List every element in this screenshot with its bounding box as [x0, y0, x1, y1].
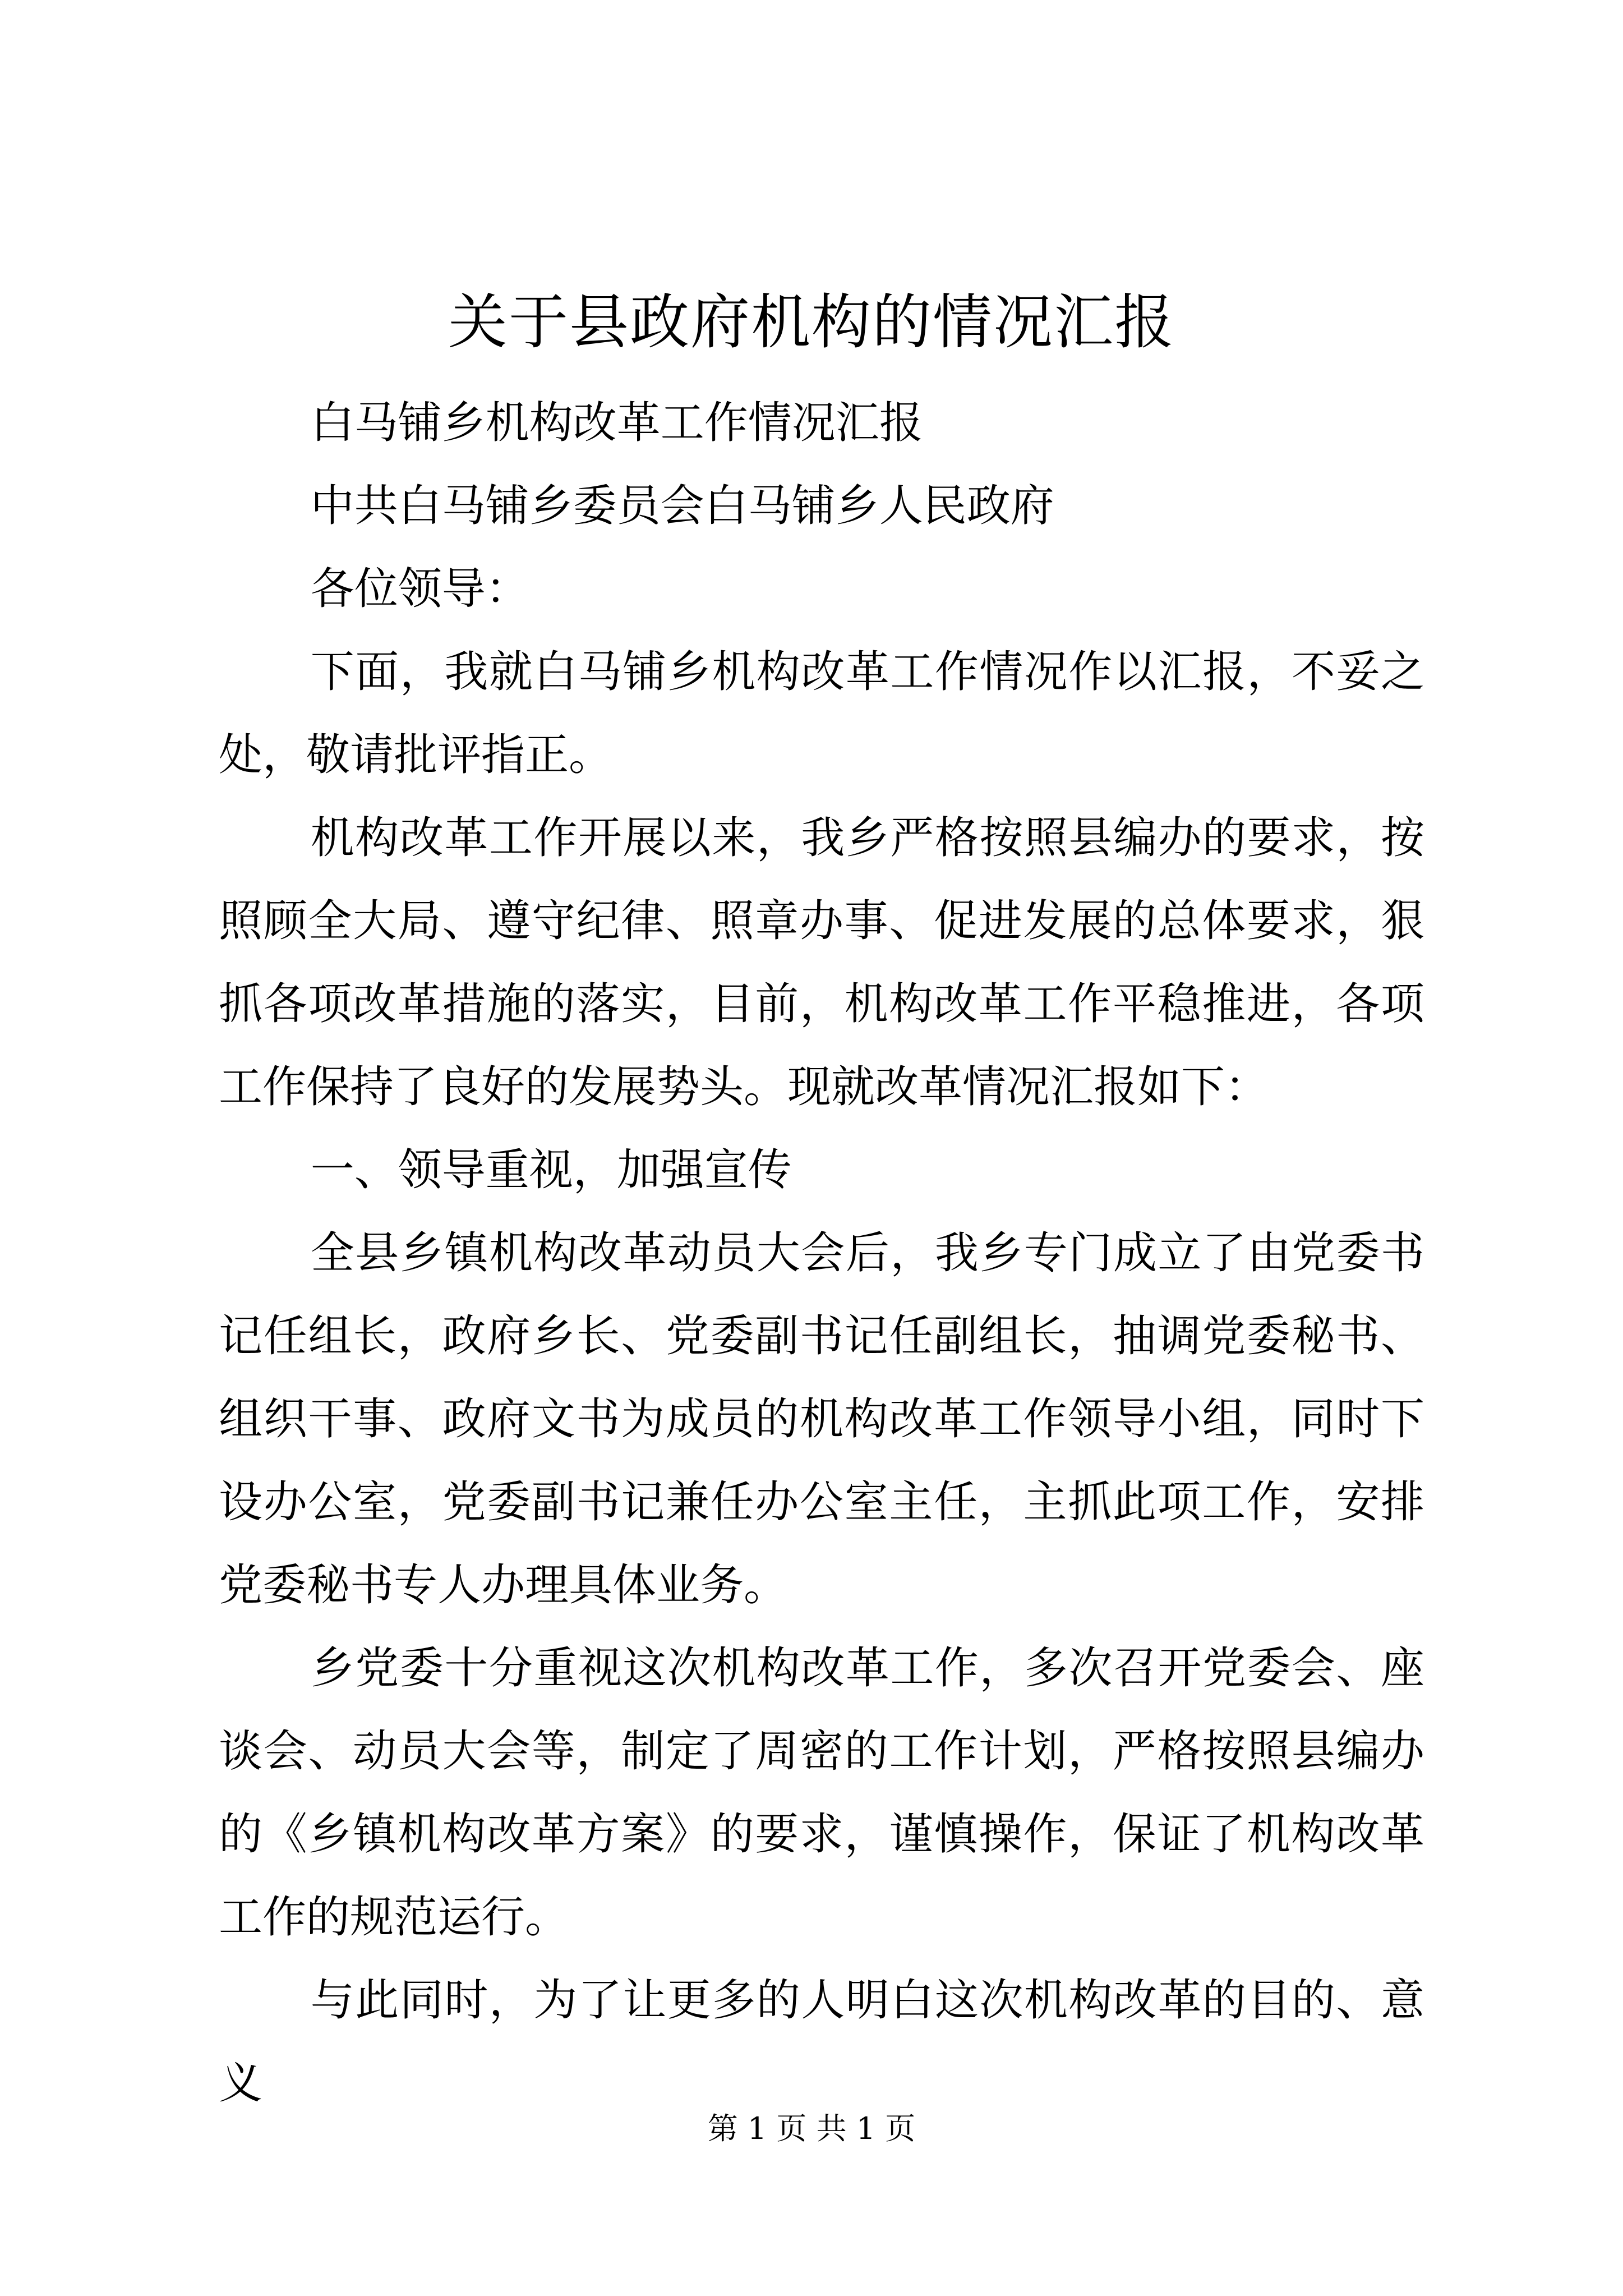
paragraph-overview: 机构改革工作开展以来，我乡严格按照县编办的要求，按照顾全大局、遵守纪律、照章办事、促进发展的总体要求，狠抓各项改革措施的落实，目前，机构改革工作平稳推进，各项工作保持了良好的发展势头。现就改革情况汇报如下： — [219, 813, 1424, 1112]
section-heading-1: 一、领导重视，加强宣传 — [310, 1145, 792, 1195]
paragraph-intro: 下面，我就白马铺乡机构改革工作情况作以汇报，不妥之处，敬请批评指正。 — [219, 647, 1424, 780]
paragraph-leadership: 全县乡镇机构改革动员大会后，我乡专门成立了由党委书记任组长，政府乡长、党委副书记任副组长，抽调党委秘书、组织干事、政府文书为成员的机构改革工作领导小组，同时下设办公室，党委副书记兼任办公室主任，主抓此项工作，安排党委秘书专人办理具体业务。 — [219, 1228, 1424, 1611]
paragraph-subtitle: 白马铺乡机构改革工作情况汇报 — [310, 398, 923, 448]
paragraph-party-committee: 乡党委十分重视这次机构改革工作，多次召开党委会、座谈会、动员大会等，制定了周密的工作计划，严格按照县编办的《乡镇机构改革方案》的要求，谨慎操作，保证了机构改革工作的规范运行。 — [219, 1643, 1424, 1943]
document-body — [219, 381, 1424, 2125]
paragraph-salutation: 各位领导： — [310, 564, 529, 614]
document-title: 关于县政府机构的情况汇报 — [448, 288, 1175, 357]
page-footer: 第 1 页 共 1 页 — [707, 2111, 916, 2146]
paragraph-issuer: 中共白马铺乡委员会白马铺乡人民政府 — [310, 481, 1054, 531]
paragraph-publicity: 与此同时，为了让更多的人明白这次机构改革的目的、意义 — [219, 1975, 1424, 2109]
